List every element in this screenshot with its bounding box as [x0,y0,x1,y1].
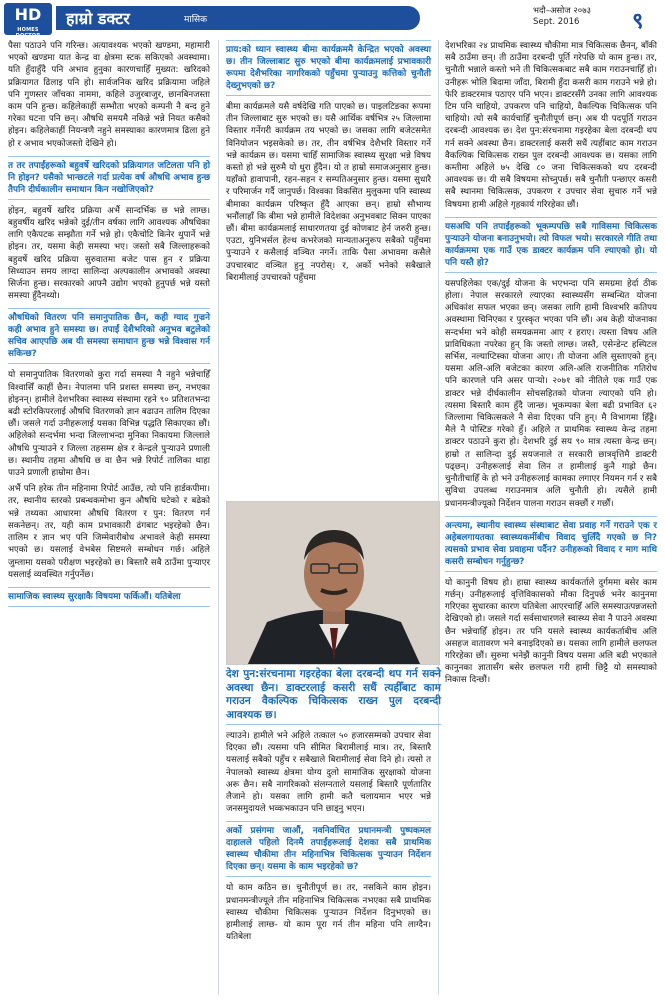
article-column-2 [226,40,431,288]
body-paragraph: देशभरिका २४ प्राथमिक स्वास्थ्य चौकीमा मात्र चिकित्सक छैनन्, बाँकी सबै ठाउँमा छन्। ती ठाउँमा दरबन्दी पूर्ति गरेपछि यो काम हुन्छ। तर, चुनौती भन्नाले कस्तो भने ती चिकित्सकबाट सबै काम गराउनचाहिँ हो। उनीहरू भोलि बिदामा जाँदा, बिरामी हुँदा कसरी काम गराउने भन्ने हो। फेरि डाक्टरमात्र पठाएर पनि भएन। डाक्टरसँगै उनका लागि आवश्यक टिम पनि चाहियो, उपकरण पनि चाहियो, वैकल्पिक चिकित्सक पनि चाहियो। त्यो सबै कार्यचाहिँ चुनौतीपूर्ण छन्। अब यी पदपूर्ति गराउन दरबन्दी आवश्यक छ। देश पुन:संरचनामा गइरहेका बेला दरबन्दी थप गर्न सक्ने अवस्था छैन। डाक्टरलाई कसरी सधैं त्यहींबाट काम गराउन वैकल्पिक चिकित्सक राख्न पुल दरबन्दी आवश्यक छ। यसका लागि कम्तीमा अहिले ७५ देखि ८० जना चिकित्सकको थप दरबन्दी आवश्यक छ। यी सबै विषयमा सोच्नुपर्छ। सबै चुनौती पन्छाएर कसरी सबै स्थानमा चिकित्सक, उपकरण र उपचार सेवा सुचारु गर्ने भन्ने विषयमा हामी अहिले गृहकार्य गरिरहेका छौं। [445,41,657,210]
body-paragraph: बीमा कार्यक्रमले यसै वर्षदेखि गति पाएको छ। पाइलटिङका रूपमा तीन जिल्लाबाट सुरु भएको छ। यसै आर्थिक वर्षभित्र २५ जिल्लामा विस्तार गर्नेगरी कार्यक्रम तय भएको छ। जसका लागि बजेटसमेत विनियोजन भइसकेको छ। तर, तीन वर्षभित्र देशैभरि विस्तार गर्ने भन्ने कार्यक्रम छ। यसमा चाहिँ सामाजिक स्वास्थ्य सुरक्षा भन्ने विषय कस्तो हो भन्ने सुरुमै यो धुरा हुँदैन। यो त हाम्रो समाजअनुसार हुन्छ। यहाँको हावापानी, रहन-सहन र सम्पतिअनुसार हुन्छ। यसमा सुधारै र परिमार्जन गर्दै जानुपर्छ। विश्वका विकसित मुलुकमा पनि स्वास्थ्य बीमाका कार्यक्रम परिष्कृत हुँदै आएका छन्। हाम्रो सौभाग्य भनौंलाहाँ कि बीमा भन्ने हामीले विदेशका अनुभवबाट सिक्न पाएका छौं। बीमा कार्यक्रमलाई साधारणतया दुई कोणबाट हेर्न जरुरी हुन्छ। एउटा, युनिभर्सल हेल्थ कभरेजको मान्यताअनुरूप सबैको पहुँचमा पुऱ्याउने र कसैलाई वञ्चित नगर्ने। ताकि पैसा अभावमा कसैले उपचारबाट वञ्चित हुनु नपरोस्। र, अर्को भनेको सबैखाले बिरामीलाई उपचारको पहुँचमा [226,102,431,283]
article-column-1 [8,40,210,612]
issue-date-nepali: भदौ–असोज २०७३ [533,6,592,16]
interview-question: त तर तपाईंहरूको बहुवर्षे खरिदको प्रक्रियागत जटिलता पनि हो नि होइन? यसैको भान्छटले गर्दा प्रत्येक वर्ष औषधि अभाव हुन्छ तैपनि दीर्घकालीन समाधान किन नखोजिएको? [8,156,210,200]
body-paragraph: होइन, बहुवर्षे खरिद प्रक्रिया अर्भै सान्दर्भिक छ भन्ने लाग्छ। बहुवर्षीय खरिद भन्नेको दुई/तीन वर्षका लागि आवश्यक औषधिका लागि एकैपटक सम्झौता गर्ने भन्ने हो। एकैचोटि किनेर थुपार्ने भन्ने होइन। तर, यसमा केही समस्या भए। जस्तो सबै जिल्लाहरूको बहुवर्षे खरिद प्रक्रिया सुरुवातमा बजेट पास हुन र प्रक्रिया सिध्याउन समय लाग्दा सालिन्दा अल्पकालीन अभावको अवस्था सिर्जना हुन्छ। सरकारको आफ्नै उद्योग भएको हुनुपर्छ भन्ने यस्तो समस्या हुँदैनथ्यो। [8,205,210,302]
pull-quote: देश पुन:संरचनामा गइरहेका बेला दरबन्दी थप गर्न सक्ने अवस्था छैन। डाक्टरलाई कसरी सधैं त्यहीँबाट काम गराउन वैकल्पिक चिकित्सक राख्न पुल दरबन्दी आवश्यक छ। [226,668,441,721]
article-column-2-lower [226,730,431,947]
issue-date-english: Sept. 2016 [533,17,580,27]
magazine-subtitle: मासिक [184,15,208,25]
interview-question: प्राय:को ध्यान स्वास्थ्य बीमा कार्यक्रममै केन्द्रित भएको अवस्था छ। तीन जिल्लाबाट सुरु भएको बीमा कार्यक्रमलाई प्रभावकारी रूपमा देशैभरिका नागरिकको पहुँचमा पुऱ्याउनु कत्तिको चुनौती देख्नुभएको छ? [226,40,431,96]
magazine-title: हाम्रो डक्टर [66,9,130,28]
body-paragraph: अर्भै पनि हरेक तीन महिनामा रिपोर्ट आउँछ, त्यो पनि हार्डकपीमा। तर, स्थानीय स्तरको प्रबन्धकमोभा कुन औषधि घटेको र बढेको भन्ने तथ्यका आधारमा औषधि वितरण र पुन: वितरण गर्न सकनेछन्। तर, यही काम प्रभावकारी ढंगबाट भइरहेको छैन। तालिम र ज्ञान भए पनि जिम्मेवारीबोध अभावले केही समस्या भएको छ। यसलाई वेभबेस सिष्टमले सम्बोधन गर्छ। अहिले जुम्लामा यसको परीक्षण भइरहेको छ। बिस्तारै सबै ठाउँमा पुऱ्याएर यसलाई व्यवस्थित गर्नुपर्नेछ। [8,484,210,580]
logo-subtext: HOMES DOCTOR [15,27,41,39]
header-banner [56,6,420,30]
logo-text: HD [14,5,42,24]
interview-question: औषधिको वितरण पनि समानुपातिक छैन, कही ग्याद गुज्रने कही अभाव हुने समस्या छ। तपाईं देशैभरिको अनुभव बटुलेको सचिव आएपछि अब यी समस्या समाधान हुन्छ भन्ने विश्वास गर्न सकिन्छ? [8,308,210,364]
page-number: ९ [632,9,644,34]
body-paragraph: यो समानुपातिक वितरणको कुरा गर्दा समस्या नै नहुने भन्नेचाहिँ विश्वासिँ काहीं छैन। नेपालमा पनि प्रशस्त समस्या छन्, नभएका होइनन्। हामीले देशभरिका स्वास्थ्य संस्थामा रहने ९० प्रतिशतभन्दा बढी स्टोरकिपरलाई औषधि वितरणको ज्ञान बढाउन तालिम दिएका छौं। जसले गर्दा उनीहरूलाई यसका विभिन्न पद्धति सिकाएका छौं। अहिलेको सन्दर्भमा भन्दा जिल्लाभन्दा मुनिका निकायमा जिल्लाले औषधि पुऱ्याउने र जिल्ला तहसम्म क्षेत्र र केन्द्रले पुऱ्याउने प्रणाली छ। स्थानीय तहमा औषधि छ वा छैन भन्ने रिपोर्ट तालिका थाहा पाउने प्रणाली हाम्रोमा छैन। [8,370,210,479]
body-paragraph: यो कानुनी विषय हो। हाम्रा स्वास्थ्य कार्यकर्ताले दुर्गममा बसेर काम गर्छन्। उनीहरूलाई वृत्तिविकासको मौका दिनुपर्छ भनेर कानुनमा गरिएका सुधारका कारण यतिबेला आएरचाहिँ अलि समस्याउत्पन्नजस्तो देखिएको हो। जसले गर्दा सर्वसाधारणले स्वास्थ्य सेवा नै पाउने अवस्था छैन भन्नेचाहिँ होइन। तर पनि यसले स्वास्थ्य कार्यकर्ताबीच अलि असहज वातावरण भने बनाइदिएको छ। यसका लागि हामीले छलफल गरिरहेका छौं। सुरुमा भनेझैं कानुनी विषय यसमा अलि बढी भएकाले कानुनका ज्ञातासँग बसेर छलफल गरी हामी छिट्टै यो समस्याको निकास दिन्छौं। [445,577,657,686]
interview-question: सामाजिक स्वास्थ्य सुरक्षाकै विषयमा फर्किऔं। यतिबेला [8,587,210,607]
column-divider [218,40,219,995]
article-column-3 [445,40,657,691]
magazine-logo [4,3,52,39]
issue-date [533,6,591,28]
interviewee-photo [226,501,440,665]
pull-quote-divider [226,724,441,725]
interview-question: अन्त्यमा, स्थानीय स्वास्थ्य संस्थाबाट सेवा प्रवाह गर्ने गराउने एक र अहेबलगायतका स्वास्थ्यकर्मीबीच विवाद चुलिँदै गएको छ नि? त्यसको प्रभाव सेवा प्रवाहमा पर्दैन? उनीहरूको विवाद र माग माथि कसरी सम्बोधन गर्नुहुन्छ? [445,516,657,572]
portrait-image [227,502,440,665]
body-paragraph: ल्याउने। हामीले भने अहिले तत्काल ५० हजारसम्मको उपचार सेवा दिएका छौं। त्यसमा पनि सीमित बिरामीलाई मात्र। तर, बिस्तारै यसलाई सबैको पहुँच र सबैखाले बिरामीलाई सेवा दिने हो। त्यसो त नेपालको स्वास्थ्य क्षेत्रमा योग्य दुलो सामाजिक सुरक्षाको योजना अरू छैन। सबै नागरिकको संलग्नताले यसलाई बिस्तारै पूर्णतातिर लैजाने हो। यसका लागि हामी कतै चलायमान भएर भन्ने जनसमुदायले भव्कभकाउन पनि छाड्नु भएन। [226,731,431,815]
body-paragraph: यसपहिलेका एक/दुई योजना के भएभन्दा पनि समग्रमा हेर्दा ठीक होला। नेपाल सरकारले ल्याएका स्वास्थ्यसँग सम्बन्धित योजना अधिकांश सफल भएका छन्। जसका लागि हामी विश्वभरि कतिपय अवस्थामा चिनिएका र पुरस्कृत भएका पनि छौं। अब केही योजनाका सन्दर्भमा भने कोही समयक्रममा आए र हराए। त्यस्ता विषय अलि प्राविधिकता नपरेका हुन् कि जस्तो लाग्छ। जस्तै, एसेन्डेन्ट हस्पिटल सर्भिस, नल्याप्टिस्का योजना आए। ती योजना अलि सुस्ताएको हुन्। यसमा अलि-अलि बजेटका कारण अलि-अलि राजनीतिक गतिरोध पनि कारणले पनि असर पार्‍यो। २०७१ को नीतिले एक गाउँ एक डाक्टर भन्ने दीर्घकालीन सोचसहितको योजना ल्याएको पनि हो। त्यसमा बिस्तारै काम हुँदै जान्छ। भूकम्पका बेला बढी प्रभावित ६२ जिल्लामा चिकित्सकले नै सेवा दिएका पनि हुन्। मै विभागमा हिँड्डै। मैले नै पोस्टिङ गरेको हुँ। अहिले त प्राथमिक स्वास्थ्य केन्द्र तहमा डाक्टर पठाउने कुरा हो। देशभरि दुई सय ९० मात्र त्यस्ता केन्द्र छन्। हाम्रो त सालिन्दा दुई सयजनाले त सरकारी छात्रवृत्तिमै डाक्टरी पढ्छन्। उनीहरूलाई सेवा लिन त हामीलाई कुनै गाह्रो छैन। चुनौतीचाहिँ के हो भने उनीहरूलाई कामका लगाएर नियमन गर्न र सबै सुविधा उपलब्ध गराउनमात्र अलि चुनौती हो। त्यसैले हामी प्रधानमन्त्रीज्यूको निर्देशन पालना गराउन सक्छौं र गर्छौं। [445,278,657,509]
body-paragraph: यो काम कठिन छ। चुनौतीपूर्ण छ। तर, नसकिने काम होइन। प्रधानमन्त्रीज्यूले तीन महिनाभित्र चिकित्सक नभएका सबै प्राथमिक स्वास्थ्य चौकीमा चिकित्सक पुऱ्याउन निर्देशन दिनुभएको छ। हामीलाई लाग्छ- यो काम पूरा गर्न तीन महिना पनि लाग्दैन। यतिबेला [226,883,431,943]
interview-question: यसअघि पनि तपाईंहरूको भूकम्पपछि सबै गाविसमा चिकित्सक पुऱ्याउने योजना बनाउनुभयो। त्यो विफल भयो। सरकारले गीति तथा कार्यक्रममा एक गाउँ एक डाक्टर कार्यक्रम पनि ल्याएको हो। यो पनि यस्तै हो? [445,217,657,273]
page-header [0,0,665,38]
body-paragraph: पैसा पठाउने पनि गरिन्छ। अत्यावश्यक भएको खण्डमा, महामारी भएको खण्डमा यात केन्द्र वा क्षेत्रमा स्टक सकिएको अवस्थामा। यति हुँदाहुँदै पनि अभाव हुनुका कारणचाहिँ मुख्यत: खरिदको प्रक्रियागत ढिलाइ पनि हो। सार्वजनिक खरिद प्रक्रियामा जहिले पनि गुणस्तर जाँचका नाममा, कहिले उजुरबाजुर, छानबिनजस्ता काम पनि हुन्छ। कहिलेकाहीं सम्भौता भएको कम्पनी नै बन्द हुने गरेका घटना पनि छन्। औषधि समयमै नकिन्ने भन्ने नियत कसैको होइन। कहिलेकाहीं नियन्त्रणै नहुने समस्याका कारणमात्र ढिला हुने हो र अभाव भएकोजस्तो देखिने हो। [8,41,210,149]
interview-question: अर्को प्रसंगमा जाऔं, नवनिर्वाचित प्रधानमन्त्री पुष्पकमल दाहालले पहिलो दिनमै तपाईंहरूलाई देशका सबै प्राथमिक स्वास्थ्य चौकीमा तीन महिनाभित्र चिकित्सक पुऱ्याउन निर्देशन दिएका छन्। यसमा के काम भइरहेको छ? [226,821,431,877]
